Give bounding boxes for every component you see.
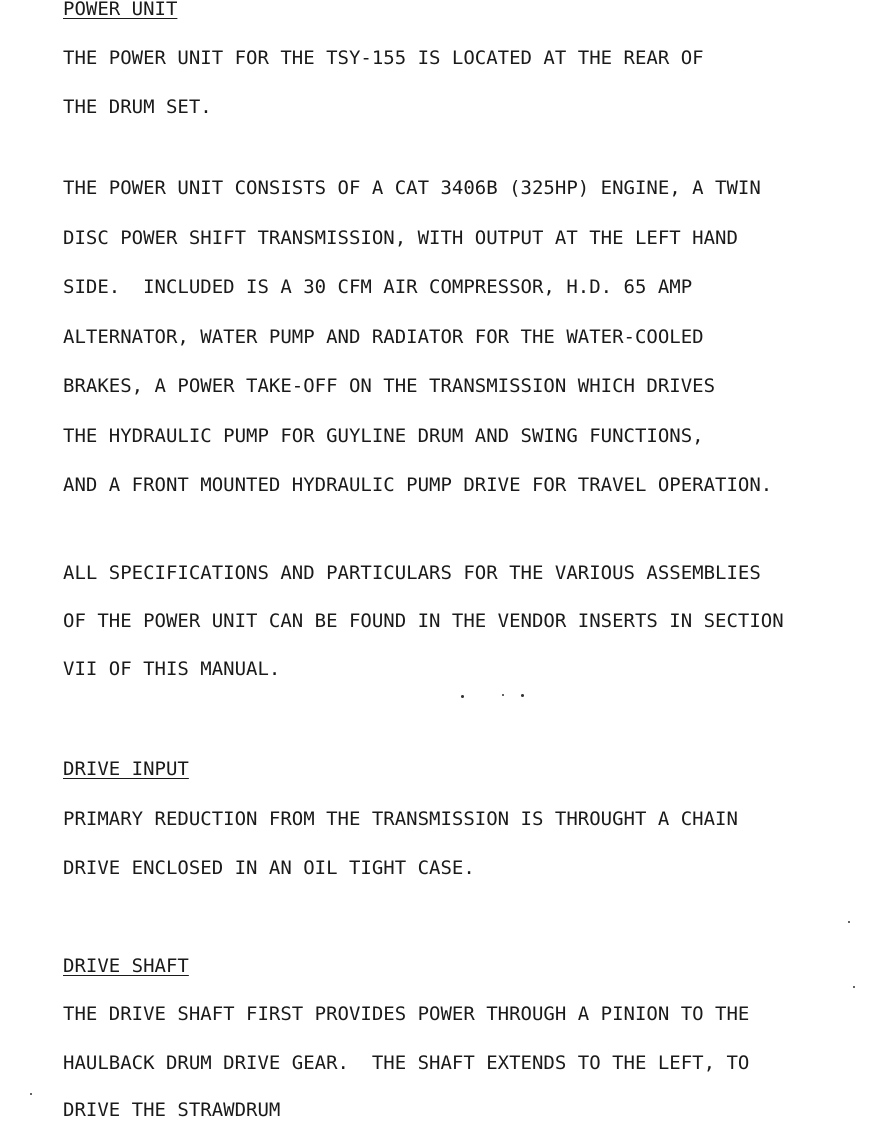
paragraph-line: SIDE. INCLUDED IS A 30 CFM AIR COMPRESSOR, H.D. 65 AMP [63,276,693,298]
paragraph-line: AND A FRONT MOUNTED HYDRAULIC PUMP DRIVE FOR TRAVEL OPERATION. [63,474,773,496]
scan-speck [461,695,464,698]
scan-speck [853,986,855,988]
paragraph-line: DISC POWER SHIFT TRANSMISSION, WITH OUTPUT AT THE LEFT HAND [63,227,738,249]
paragraph-line: THE POWER UNIT CONSISTS OF A CAT 3406B (325HP) ENGINE, A TWIN [63,177,761,199]
paragraph-line: OF THE POWER UNIT CAN BE FOUND IN THE VENDOR INSERTS IN SECTION [63,610,784,632]
paragraph-line: BRAKES, A POWER TAKE-OFF ON THE TRANSMISSION WHICH DRIVES [63,375,716,397]
section-heading-drive-shaft: DRIVE SHAFT [63,955,189,977]
paragraph-line: THE HYDRAULIC PUMP FOR GUYLINE DRUM AND SWING FUNCTIONS, [63,425,704,447]
scan-speck [521,694,524,697]
paragraph-line: THE POWER UNIT FOR THE TSY-155 IS LOCATED AT THE REAR OF [63,47,704,69]
section-heading-power-unit: POWER UNIT [63,0,178,20]
section-heading-drive-input: DRIVE INPUT [63,758,189,780]
paragraph-line: ALTERNATOR, WATER PUMP AND RADIATOR FOR THE WATER-COOLED [63,326,704,348]
paragraph-line: DRIVE ENCLOSED IN AN OIL TIGHT CASE. [63,857,475,879]
paragraph-line: PRIMARY REDUCTION FROM THE TRANSMISSION IS THROUGHT A CHAIN [63,808,738,830]
scan-speck [30,1093,32,1095]
paragraph-line: THE DRUM SET. [63,96,212,118]
paragraph-line: HAULBACK DRUM DRIVE GEAR. THE SHAFT EXTENDS TO THE LEFT, TO [63,1052,750,1074]
paragraph-line: DRIVE THE STRAWDRUM [63,1099,281,1121]
scan-speck [848,921,850,923]
paragraph-line: THE DRIVE SHAFT FIRST PROVIDES POWER THROUGH A PINION TO THE [63,1003,750,1025]
paragraph-line: VII OF THIS MANUAL. [63,658,281,680]
scan-speck [502,694,504,696]
paragraph-line: ALL SPECIFICATIONS AND PARTICULARS FOR THE VARIOUS ASSEMBLIES [63,562,761,584]
